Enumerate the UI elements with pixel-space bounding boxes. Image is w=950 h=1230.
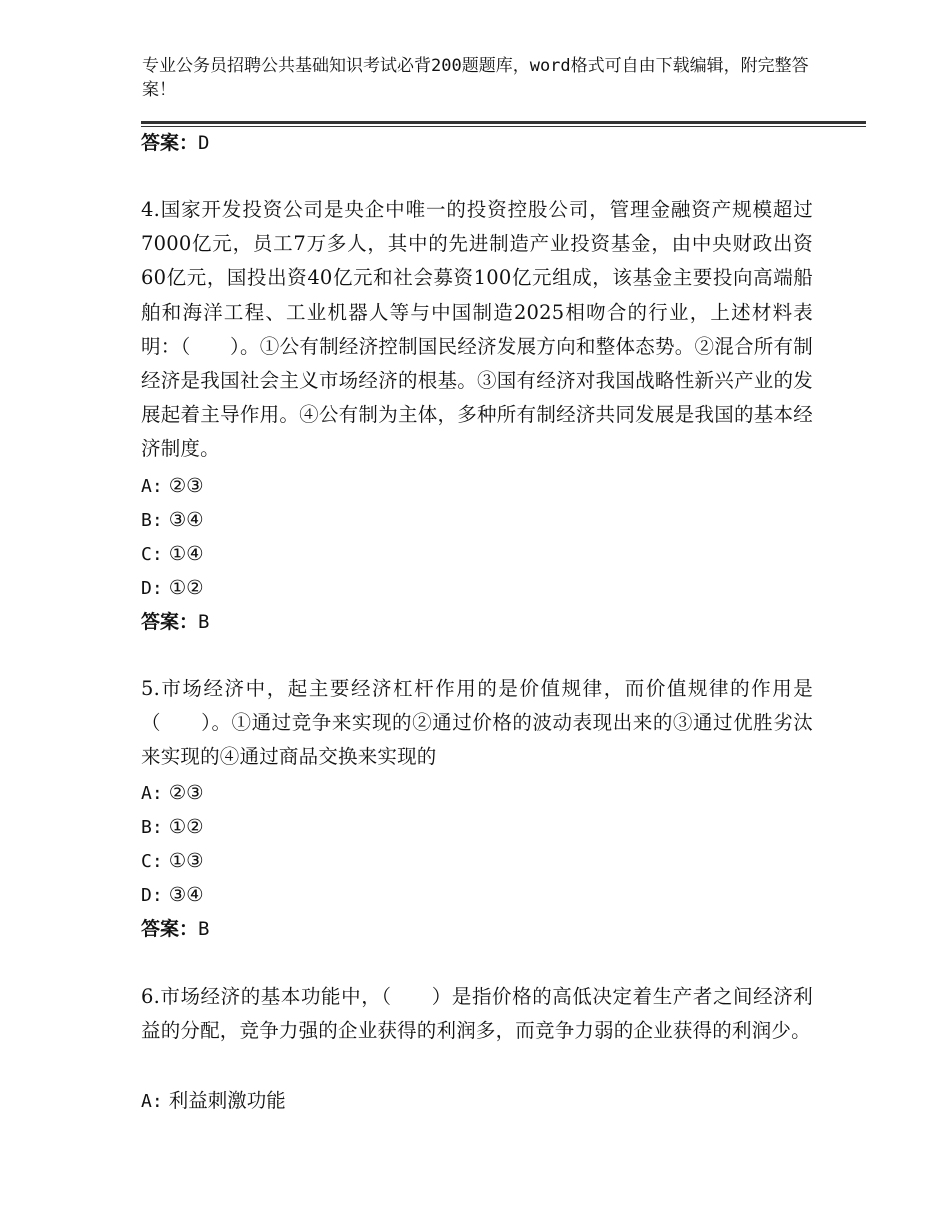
option-text: ①② bbox=[168, 815, 204, 838]
answer-line bbox=[141, 610, 209, 634]
answer-line bbox=[141, 131, 209, 155]
option-text: ②③ bbox=[168, 781, 204, 804]
header-rule-thin bbox=[141, 126, 866, 127]
option-label: A: bbox=[141, 476, 163, 497]
question-text: 4.国家开发投资公司是央企中唯一的投资控股公司，管理金融资产规模超过7000亿元，员工7万多人，其中的先进制造产业投资基金，由中央财政出资60亿元，国投出资40亿元和社会募资100亿元组成，该基金主要投向高端船舶和海洋工程、工业机器人等与中国制造2025相吻合的行业，上述材料表明：（ ）。①公有制经济控制国民经济发展方向和整体态势。②混合所有制经济是我国社会主义市场经济的根基。③国有经济对我国战略性新兴产业的发展起着主导作用。④公有制为主体，多种所有制经济共同发展是我国的基本经济制度。 bbox=[141, 198, 813, 461]
option-b bbox=[141, 508, 204, 533]
option-b bbox=[141, 815, 204, 840]
option-a bbox=[141, 1089, 286, 1114]
option-text: 利益刺激功能 bbox=[168, 1089, 286, 1112]
question-text: 5.市场经济中，起主要经济杠杆作用的是价值规律，而价值规律的作用是（ ）。①通过竞争来实现的②通过价格的波动表现出来的③通过优胜劣汰来实现的④通过商品交换来实现的 bbox=[141, 677, 813, 769]
option-label: A: bbox=[141, 1091, 163, 1112]
option-text: ①③ bbox=[168, 849, 204, 872]
option-label: D: bbox=[141, 885, 163, 906]
question-text: 6.市场经济的基本功能中，（ ）是指价格的高低决定着生产者之间经济利益的分配，竞争力强的企业获得的利润多，而竞争力弱的企业获得的利润少。 bbox=[141, 985, 813, 1043]
option-label: B: bbox=[141, 510, 163, 531]
option-text: ③④ bbox=[168, 508, 204, 531]
answer-value: D bbox=[198, 132, 210, 154]
answer-label: 答案： bbox=[141, 918, 199, 940]
option-text: ①④ bbox=[168, 542, 204, 565]
answer-value: B bbox=[198, 918, 210, 940]
option-text: ①② bbox=[168, 576, 204, 599]
option-label: B: bbox=[141, 817, 163, 838]
option-label: D: bbox=[141, 578, 163, 599]
answer-label: 答案： bbox=[141, 132, 199, 154]
option-d bbox=[141, 883, 204, 908]
header-rule-thick bbox=[141, 121, 866, 124]
option-label: A: bbox=[141, 783, 163, 804]
option-c bbox=[141, 542, 204, 567]
answer-label: 答案： bbox=[141, 611, 199, 633]
option-label: C: bbox=[141, 544, 163, 565]
answer-line bbox=[141, 917, 209, 941]
option-c bbox=[141, 849, 204, 874]
option-label: C: bbox=[141, 851, 163, 872]
option-text: ②③ bbox=[168, 474, 204, 497]
document-header: 专业公务员招聘公共基础知识考试必背200题题库，word格式可自由下载编辑，附完整答案！ bbox=[142, 56, 809, 100]
option-d bbox=[141, 576, 204, 601]
option-text: ③④ bbox=[168, 883, 204, 906]
option-a bbox=[141, 781, 204, 806]
answer-value: B bbox=[198, 611, 210, 633]
option-a bbox=[141, 474, 204, 499]
